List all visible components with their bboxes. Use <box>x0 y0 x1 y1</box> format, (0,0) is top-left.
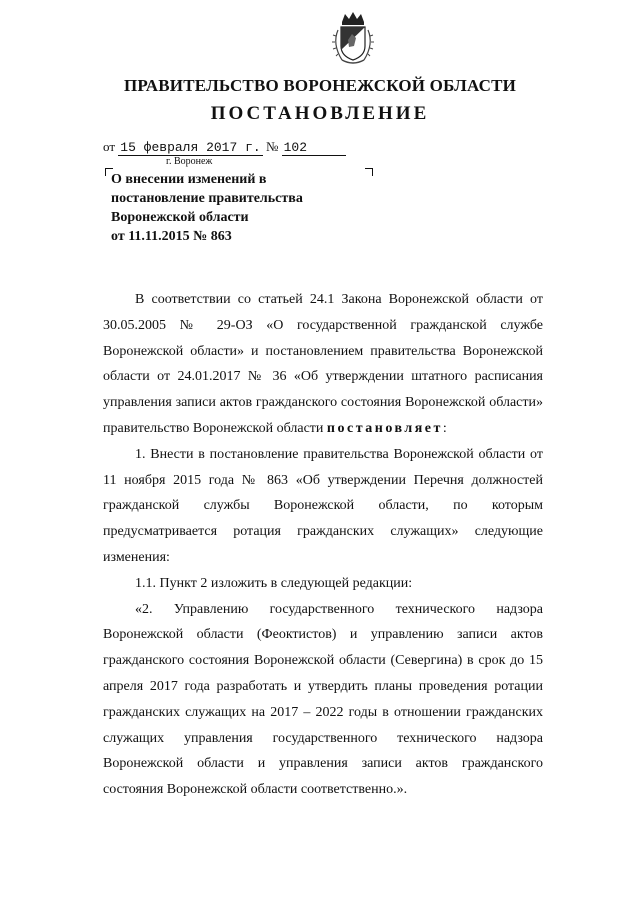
subject-line: от 11.11.2015 № 863 <box>111 229 232 244</box>
city-label: г. Воронеж <box>166 156 213 167</box>
subject-line: О внесении изменений в <box>111 172 267 187</box>
organization-title: ПРАВИТЕЛЬСТВО ВОРОНЕЖСКОЙ ОБЛАСТИ <box>123 76 517 95</box>
item-1-1-paragraph: 1.1. Пункт 2 изложить в следующей редакции: <box>135 575 413 591</box>
date-number-line <box>103 139 346 156</box>
coat-of-arms-icon <box>328 10 378 70</box>
subject-line: постановление правительства <box>111 191 303 206</box>
preamble-text: В соответствии со статьей 24.1 Закона Воронежской области от 30.05.2005 № 29-ОЗ «О государственной гражданской службе Воронежской области» и постановлением правительства Воронежской области от 24.01.2017 № 36 «Об утверждении штатного расписания управления записи актов гражданского состояния Воронежской области» правительство Воронежской области <box>103 292 543 436</box>
date-prefix: от <box>103 139 116 154</box>
document-body <box>103 287 543 803</box>
subject-line: Воронежской области <box>111 210 249 225</box>
decree-colon: : <box>442 420 447 436</box>
subject-title <box>111 170 351 246</box>
item-1-paragraph: 1. Внести в постановление правительства Воронежской области от 11 ноября 2015 года № 863 «Об утверждении Перечня должностей гражданской службы Воронежской области, по которым предусматривается ротация гражданских служащих» следующие изменения: <box>103 446 543 565</box>
preamble-paragraph <box>103 287 543 442</box>
number-value: 102 <box>282 141 346 156</box>
date-value: 15 февраля 2017 г. <box>120 140 261 155</box>
decree-word: постановляет <box>326 420 443 436</box>
number-prefix: № <box>265 139 279 154</box>
document-type: ПОСТАНОВЛЕНИЕ <box>210 103 430 124</box>
quoted-paragraph: «2. Управлению государственного технического надзора Воронежской области (Феоктистов) и управлению записи актов гражданского состояния Воронежской области (Севергина) в срок до 15 апреля 2017 года разработать и утвердить планы проведения ротации гражданских служащих на 2017 – 2022 годы в отношении гражданских служащих управления государственного технического надзора Воронежской области и управления записи актов гражданского состояния Воронежской области соответственно.». <box>103 601 543 798</box>
subject-bracket-right <box>365 168 373 176</box>
